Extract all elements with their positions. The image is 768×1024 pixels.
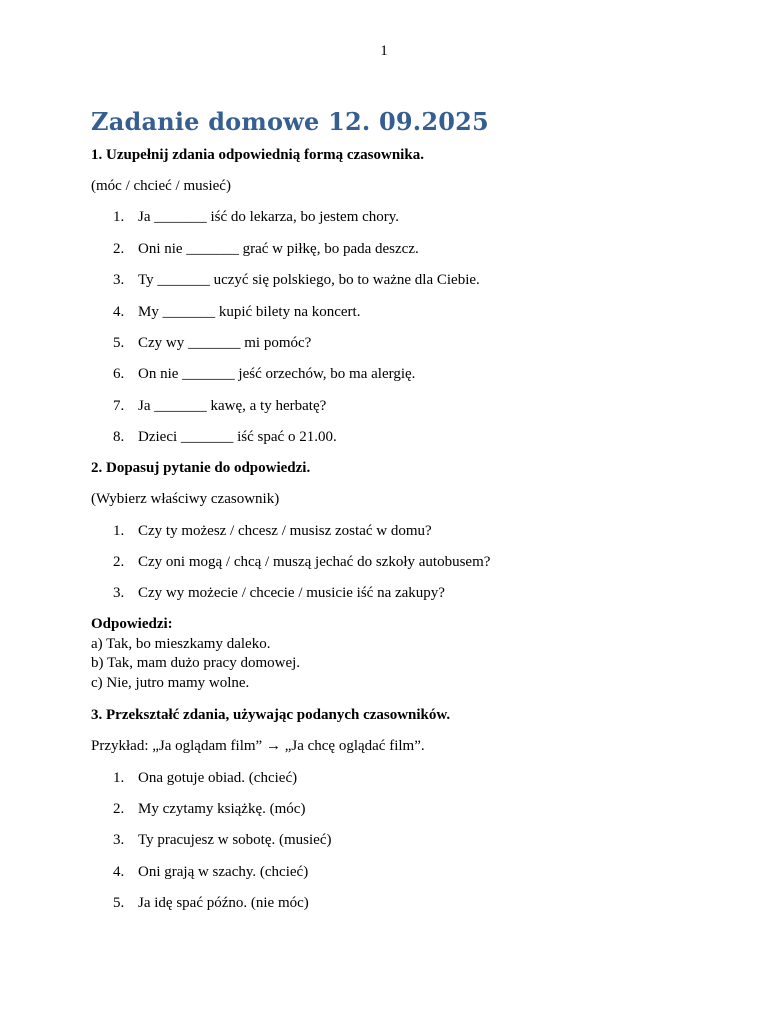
answers-heading: Odpowiedzi: [91,616,173,633]
item-number: 5. [113,895,125,912]
list-item [91,303,691,321]
section1-list [91,208,691,446]
item-text: Czy ty możesz / chcesz / musisz zostać w domu? [138,522,432,539]
section3-example: Przykład: „Ja oglądam film” → „Ja chcę oglądać film”. [91,738,425,755]
section2-heading: 2. Dopasuj pytanie do odpowiedzi. [91,460,311,477]
item-text: Oni grają w szachy. (chcieć) [138,863,309,880]
item-number: 3. [113,585,125,602]
list-item [91,397,691,415]
item-number: 1. [113,769,125,786]
list-item [91,584,691,602]
list-item [91,831,691,849]
list-item [91,365,691,383]
item-text: Ja _______ kawę, a ty herbatę? [138,397,327,414]
item-number: 7. [113,397,125,414]
item-number: 3. [113,832,125,849]
answer-item: b) Tak, mam dużo pracy domowej. [91,655,301,672]
section2-list [91,522,691,603]
item-text: Czy wy _______ mi pomóc? [138,334,312,351]
item-text: Ja _______ iść do lekarza, bo jestem chory. [138,209,400,226]
item-text: Czy oni mogą / chcą / muszą jechać do szkoły autobusem? [138,553,491,570]
item-text: Ja idę spać późno. (nie móc) [138,895,309,912]
item-number: 3. [113,272,125,289]
list-item [91,334,691,352]
list-item [91,800,691,818]
item-number: 4. [113,863,125,880]
list-item [91,271,691,289]
section3-list [91,769,691,913]
item-number: 5. [113,334,125,351]
item-number: 6. [113,366,125,383]
document-body [91,107,691,912]
answers-block [91,615,691,693]
item-text: Ona gotuje obiad. (chcieć) [138,769,298,786]
item-number: 2. [113,801,125,818]
item-number: 1. [113,209,125,226]
document-title: Zadanie domowe 12. 09.2025 [91,107,489,136]
list-item [91,240,691,258]
item-text: Ty pracujesz w sobotę. (musieć) [138,832,332,849]
section1-hint: (móc / chcieć / musieć) [91,178,231,194]
item-number: 2. [113,553,125,570]
list-item [91,208,691,226]
section1-heading: 1. Uzupełnij zdania odpowiednią formą czasownika. [91,147,424,163]
item-number: 2. [113,240,125,257]
item-text: Ty _______ uczyć się polskiego, bo to ważne dla Ciebie. [138,272,480,289]
answer-item: a) Tak, bo mieszkamy daleko. [91,635,271,652]
item-text: Dzieci _______ iść spać o 21.00. [138,429,337,446]
list-item [91,428,691,446]
item-text: Czy wy możecie / chcecie / musicie iść na zakupy? [138,585,445,602]
item-text: Oni nie _______ grać w piłkę, bo pada deszcz. [138,240,419,257]
list-item [91,522,691,540]
answer-item: c) Nie, jutro mamy wolne. [91,674,250,691]
item-number: 8. [113,429,125,446]
page-number: 1 [380,43,388,59]
list-item [91,894,691,912]
item-text: My czytamy książkę. (móc) [138,801,306,818]
list-item [91,769,691,787]
list-item [91,553,691,571]
item-text: On nie _______ jeść orzechów, bo ma alergię. [138,366,416,383]
section3-heading: 3. Przekształć zdania, używając podanych czasowników. [91,707,451,724]
item-text: My _______ kupić bilety na koncert. [138,303,361,320]
item-number: 4. [113,303,125,320]
list-item [91,863,691,881]
item-number: 1. [113,522,125,539]
section2-hint: (Wybierz właściwy czasownik) [91,491,280,508]
